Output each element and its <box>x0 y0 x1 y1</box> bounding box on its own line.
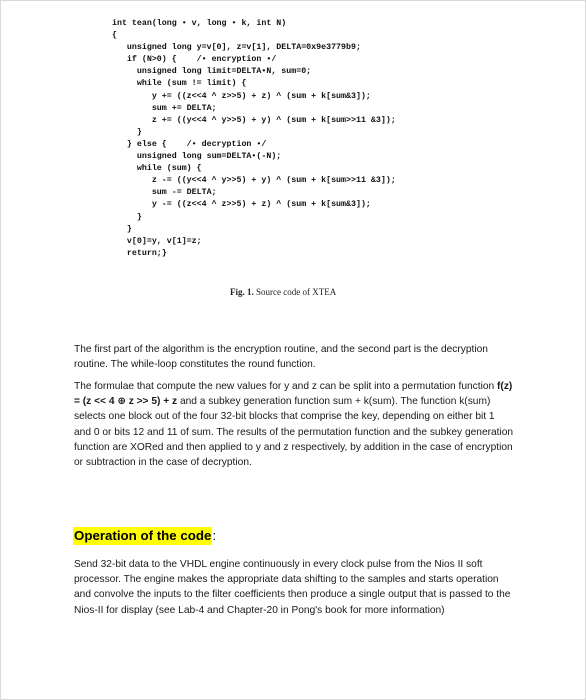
code-line: y += ((z<<4 ^ z>>5) + z) ^ (sum + k[sum&3]); <box>112 91 371 101</box>
code-line: unsigned long y=v[0], z=v[1], DELTA=0x9e3779b9; <box>112 43 361 53</box>
code-line: if (N>0) { /• encryption •/ <box>112 55 277 65</box>
code-line: unsigned long limit=DELTA•N, sum=0; <box>112 67 312 77</box>
xtea-source-code <box>112 18 396 260</box>
permutation-formula: f(z) = (z << 4 ⊕ z >> 5) + z <box>74 381 513 408</box>
figure-caption-text: Source code of XTEA <box>256 287 337 297</box>
code-line: z += ((y<<4 ^ y>>5) + y) ^ (sum + k[sum>>11 &3]); <box>112 115 396 125</box>
figure-caption <box>230 287 336 297</box>
paragraph-operation: Send 32-bit data to the VHDL engine continuously in every clock pulse from the Nios II soft processor. The engine makes the appropriate data shifting to the samples and starts operation and convolve the inputs to the filter coefficients then produce a single output that is passed to the Nios-II for display (see Lab-4 and Chapter-20 in Pong's book for more information) <box>74 559 511 616</box>
formulae-intro: The formulae that compute the new values for y and z can be split into a permutation function <box>74 381 498 392</box>
code-line: while (sum) { <box>112 164 202 174</box>
code-line: } <box>112 127 142 137</box>
code-line: } <box>112 212 142 222</box>
code-line: sum -= DELTA; <box>112 188 217 198</box>
code-line: while (sum != limit) { <box>112 79 247 89</box>
section-heading-operation <box>73 526 216 546</box>
code-line: z -= ((y<<4 ^ y>>5) + y) ^ (sum + k[sum>>11 &3]); <box>112 176 396 186</box>
code-line: { <box>112 31 117 41</box>
code-line: return;} <box>112 248 167 258</box>
code-line: } <box>112 224 132 234</box>
code-line: unsigned long sum=DELTA•(-N); <box>112 152 282 162</box>
formulae-body: and a subkey generation function sum + k(sum). The function k(sum) selects one block out of the four 32-bit blocks that comprise the key, depending on either bit 1 and 0 or bits 12 and 11 of sum. The results of the permutation function and the subkey generation function are XORed and then applied to y and z respectively, by addition in the case of encryption or subtraction in the case of decryption. <box>74 396 514 469</box>
code-line: v[0]=y, v[1]=z; <box>112 236 202 246</box>
highlighted-heading-text: Operation of the code <box>74 528 212 543</box>
figure-label: Fig. 1. <box>230 287 254 297</box>
code-line: sum += DELTA; <box>112 103 217 113</box>
code-line: } else { /• decryption •/ <box>112 139 267 149</box>
code-line: y -= ((z<<4 ^ z>>5) + z) ^ (sum + k[sum&3]); <box>112 200 371 210</box>
code-line: int tean(long • v, long • k, int N) <box>112 19 287 28</box>
paragraph-algorithm-overview: The first part of the algorithm is the encryption routine, and the second part is the decryption routine. The while-loop constitutes the round function. <box>74 344 488 371</box>
paragraph-formulae <box>74 379 514 470</box>
heading-colon: : <box>212 528 217 543</box>
